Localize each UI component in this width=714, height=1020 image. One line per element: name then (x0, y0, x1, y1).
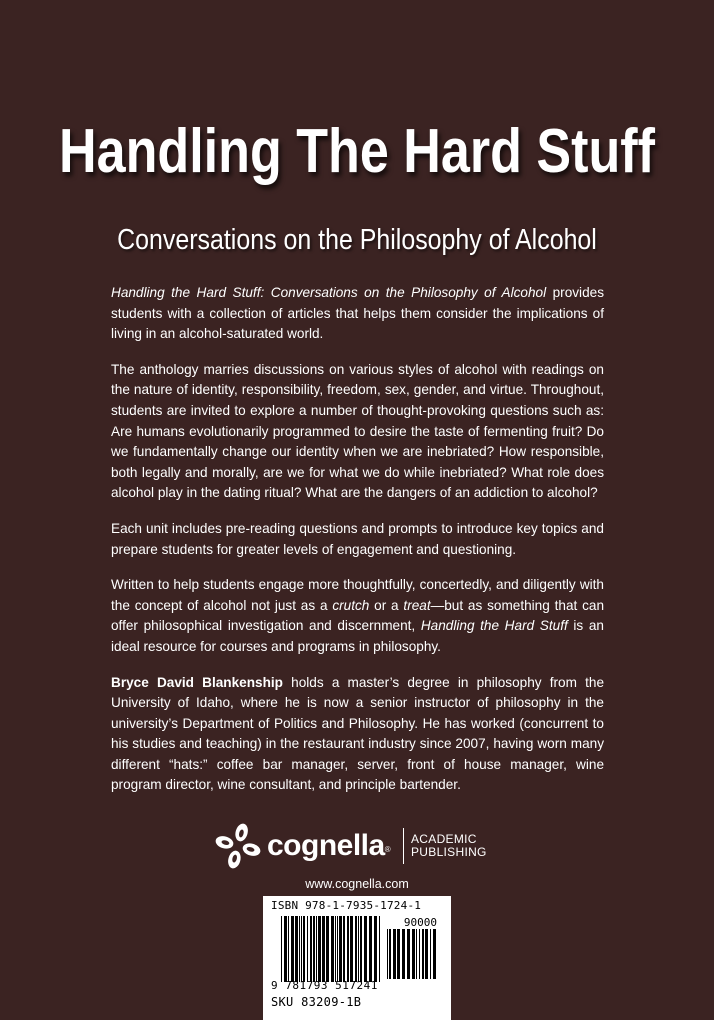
publisher-name: cognella® (267, 829, 391, 862)
barcode-bar (358, 916, 359, 982)
barcode-bar (326, 916, 329, 982)
barcode-bar (310, 916, 312, 982)
barcode-bar (318, 916, 321, 982)
barcode-bar (288, 916, 289, 982)
book-title: Handling The Hard Stuff (58, 117, 656, 186)
barcode-bar (299, 916, 300, 982)
price-code: 90000 (403, 916, 437, 929)
ean-digits: 9 781793 517241 (271, 979, 378, 992)
barcode-bar (374, 916, 377, 982)
description-paragraph-3: Each unit includes pre-reading questions and prompts to introduce key topics and prepare students for greater levels of engagement and questioning. (111, 520, 604, 557)
barcode-bar (360, 916, 362, 982)
barcode-bar (419, 929, 420, 979)
barcode-bar (433, 929, 436, 979)
barcode-bar (412, 929, 415, 979)
publisher-tagline: ACADEMIC PUBLISHING (411, 832, 487, 859)
barcode-bar (387, 929, 388, 979)
barcode-bar (430, 929, 431, 979)
ean-barcode (281, 916, 383, 982)
barcode-bar (313, 916, 315, 982)
barcode-bar (355, 916, 357, 982)
barcode-bar (407, 929, 410, 979)
sku-code: SKU 83209-1B (271, 995, 362, 1009)
description-paragraph-1: Handling the Hard Stuff: Conversations on the Philosophy of Alcohol provides students with a collection of articles that helps them consider the implications of living in an alcohol-saturated world. (111, 285, 604, 342)
crutch-italic: crutch (332, 597, 370, 613)
barcode-bar (416, 929, 417, 979)
barcode-bar (316, 916, 317, 982)
barcode-bar (393, 929, 396, 979)
author-name: Bryce David Blankenship (111, 674, 283, 690)
treat-italic: treat (403, 597, 431, 613)
barcode-bar (422, 929, 424, 979)
barcode-bar (389, 929, 391, 979)
description-paragraph-2: The anthology marries discussions on various styles of alcohol with readings on the nature of identity, responsibility, freedom, sex, gender, and virtue. Throughout, students are invited to explore a number of thought-provoking questions such as: Are humans evolutionarily programmed to desire the taste of fermenting fruit? Do we fundamentally change our identity when we are inebriated? How responsible, both legally and morally, are we for what we do while inebriated? What role does alcohol play in the dating ritual? What are the dangers of an addiction to alcohol? (111, 361, 604, 501)
barcode-bar (295, 916, 298, 982)
barcode-bar (307, 916, 308, 982)
barcode-bar (397, 929, 400, 979)
barcode-bar (364, 916, 367, 982)
barcode-bar (284, 916, 287, 982)
barcode-bar (402, 929, 405, 979)
barcode-bar (339, 916, 342, 982)
barcode-bar (369, 916, 372, 982)
barcode-bar (350, 916, 353, 982)
barcode-bar (291, 916, 294, 982)
barcode-bar (425, 929, 428, 979)
barcode-bar (281, 916, 282, 982)
addon-barcode (387, 929, 439, 979)
book-title-italic: Handling the Hard Stuff: Conversations on the Philosophy of Alcohol (111, 285, 547, 300)
barcode-bar (331, 916, 334, 982)
barcode-box (263, 896, 451, 1020)
isbn-number: ISBN 978-1-7935-1724-1 (271, 899, 422, 912)
barcode-bar (337, 916, 338, 982)
barcode-bar (322, 916, 325, 982)
flower-logo-icon (214, 822, 262, 870)
description-paragraph-4: Written to help students engage more thoughtfully, concertedly, and diligently with the concept of alcohol not just as a crutch or a treat—but as something that can offer philosophical investigation and discernment, Handling the Hard Stuff is an ideal resource for courses and programs in philosophy. (111, 577, 604, 654)
barcode-bar (379, 916, 380, 982)
barcode-bar (301, 916, 302, 982)
barcode-bar (335, 916, 336, 982)
publisher-url[interactable]: www.cognella.com (305, 877, 409, 891)
barcode-bar (303, 916, 305, 982)
barcode-bar (343, 916, 345, 982)
book-subtitle: Conversations on the Philosophy of Alcohol (117, 224, 597, 256)
barcode-bar (347, 916, 349, 982)
logo-divider (403, 828, 404, 864)
book-title-italic-short: Handling the Hard Stuff (420, 618, 568, 634)
author-bio: Bryce David Blankenship holds a master’s degree in philosophy from the University of Idaho, where he is now a senior instructor of philosophy in the university’s Department of Politics and Philosophy. He has worked (concurrent to his studies and teaching) in the restaurant industry since 2007, having worn many different “hats:” coffee bar manager, server, front of house manager, wine program director, wine consultant, and principle bartender. (111, 674, 605, 793)
publisher-logo (214, 822, 504, 870)
back-cover-description (111, 283, 604, 811)
